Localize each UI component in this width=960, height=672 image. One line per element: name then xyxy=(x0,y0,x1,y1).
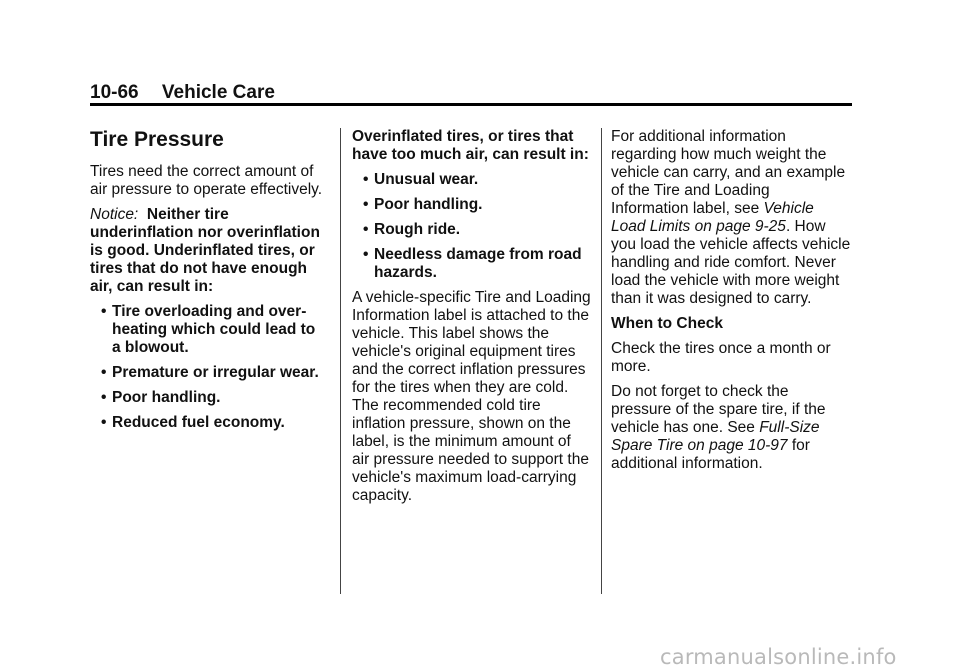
list-item: • Poor handling. xyxy=(363,196,483,213)
list-item: • Reduced fuel economy. xyxy=(101,414,285,431)
list-item: • Premature or irregular wear. xyxy=(101,364,319,381)
label-paragraph: A vehicle-specific Tire and Loading Information label is attached to the vehicle. This label shows the vehicle's original equipment tires and the correct inflation pressures for the tires when they are cold. The recommended cold tire inflation pressure, shown on the label, is the minimum amount of air pressure needed to support the vehicle's maximum load-carrying capacity. xyxy=(352,289,591,504)
underinflation-list xyxy=(90,303,326,432)
intro-paragraph: Tires need the correct amount of air pressure to operate effectively. xyxy=(90,163,323,198)
notice-label: Notice: xyxy=(90,206,139,223)
column-divider-1 xyxy=(340,128,341,594)
section-heading: Tire Pressure xyxy=(90,128,224,151)
watermark: carmanualsonline.info xyxy=(660,645,897,669)
overinflation-list xyxy=(352,171,592,282)
list-item: • Poor handling. xyxy=(101,389,221,406)
column-1 xyxy=(90,128,326,439)
column-2 xyxy=(352,128,592,512)
column-divider-2 xyxy=(601,128,602,594)
list-item: • Rough ride. xyxy=(363,221,461,238)
overinflation-lead: Overinflated tires, or tires that have too much air, can result in: xyxy=(352,128,589,163)
when-to-check-heading: When to Check xyxy=(611,315,723,332)
section-title: Vehicle Care xyxy=(161,82,275,103)
list-item: • Tire overloading and over-heating which could lead to a blowout. xyxy=(101,303,316,356)
spare-tire-link[interactable]: Full-Size Spare Tire on page 10-97 xyxy=(611,419,820,454)
page-number: 10-66 xyxy=(90,82,139,103)
page-header xyxy=(90,82,275,104)
notice-paragraph xyxy=(90,206,326,296)
spare-tire-paragraph: Do not forget to check the pressure of the spare tire, if the vehicle has one. See Full-Size Spare Tire on page 10-97 for additional information. xyxy=(611,383,826,472)
list-item: • Needless damage from road hazards. xyxy=(363,246,582,281)
load-limits-link[interactable]: Vehicle Load Limits on page 9-25 xyxy=(611,200,814,235)
header-rule xyxy=(90,103,852,106)
load-paragraph: For additional information regarding how much weight the vehicle can carry, and an example of the Tire and Loading Information label, see Vehicle Load Limits on page 9-25. How you load the vehicle affects vehicle handling and ride comfort. Never load the vehicle with more weight than it was designed to carry. xyxy=(611,128,851,307)
list-item: • Unusual wear. xyxy=(363,171,479,188)
check-frequency-paragraph: Check the tires once a month or more. xyxy=(611,340,831,375)
column-3 xyxy=(611,128,851,480)
notice-text: Neither tire underinflation nor overinflation is good. Underinflated tires, or tires that do not have enough air, can result in: xyxy=(90,206,320,295)
